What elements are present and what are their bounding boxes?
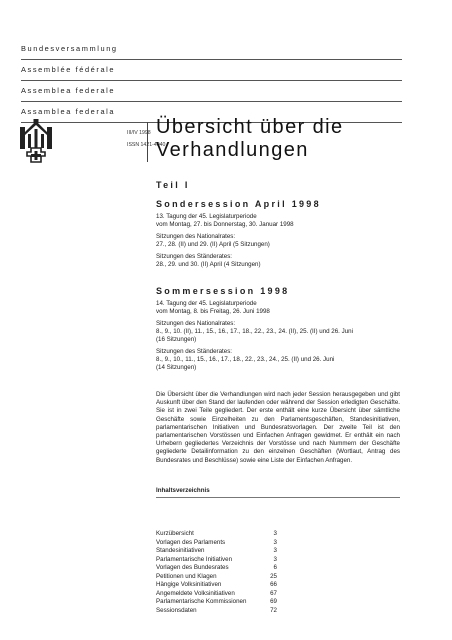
staenderat-label: Sitzungen des Ständerates:	[156, 253, 233, 260]
toc-item-label: Sessionsdaten	[156, 606, 197, 614]
staenderat-dates: 28., 29. und 30. (II) April (4 Sitzungen)	[156, 261, 261, 268]
page-title-line-1: Übersicht über die	[156, 116, 344, 138]
toc-item-page: 3	[273, 547, 277, 554]
issn-number: ISSN 1421-4040	[127, 142, 166, 148]
toc-item-page: 3	[273, 530, 277, 537]
staenderat-count: (14 Sitzungen)	[156, 364, 197, 371]
toc-item-label: Hängige Volksinitiativen	[156, 581, 222, 588]
toc-item-label: Angemeldete Volksinitiativen	[156, 589, 235, 597]
part-heading: Teil I	[156, 180, 190, 190]
session-info-line: 13. Tagung der 45. Legislaturperiode	[156, 213, 257, 220]
nationalrat-label: Sitzungen des Nationalrates:	[156, 233, 236, 240]
toc-item-page: 69	[270, 598, 277, 605]
session-info-line: vom Montag, 27. bis Donnerstag, 30. Januar 1998	[156, 221, 294, 228]
toc-item-page: 67	[270, 589, 277, 597]
session-heading: Sommersession 1998	[156, 286, 290, 296]
session-info-line: vom Montag, 8. bis Freitag, 26. Juni 1998	[156, 308, 270, 315]
nationalrat-dates: 8., 9., 10. (II), 11., 15., 16., 17., 18., 22., 23., 24. (II), 25. (II) und 26. Juni	[156, 328, 353, 335]
federal-assembly-logo	[19, 118, 53, 169]
page-title-line-2: Verhandlungen	[156, 139, 309, 161]
intro-paragraph: Die Übersicht über die Verhandlungen wird nach jeder Session herausgegeben und gibt Auskunft über den Stand der laufenden oder während der Session erledigten Geschäfte. Sie ist in zwei Teile gegliedert. Der erste enthält eine kurze Übersicht über sämtliche Geschäfte sowie Einzelheiten zu den Parlamentsgeschäften, Standesinitiativen, parlamentarischen Initiativen und Bundesratsvorlagen. Der zweite Teil ist den parlamentarischen Vorstössen und Einfachen Anfragen gewidmet. Er enthält ein nach Urhebern gegliedertes Verzeichnis der Vorstösse und nach Nummern der Geschäfte gegliederte Detailinformation zu den einzelnen Geschäften (Wortlaut, Antrag des Bundesrates und Beschlüsse) sowie eine Liste der Einfachen Anfragen.	[156, 391, 400, 464]
toc-item-page: 25	[270, 572, 277, 580]
issue-number: III/IV 1998	[127, 130, 151, 136]
nationalrat-label: Sitzungen des Nationalrates:	[156, 320, 236, 327]
toc-item-page: 3	[273, 555, 277, 563]
nationalrat-count: (16 Sitzungen)	[156, 336, 197, 343]
staenderat-dates: 8., 9., 10., 11., 15., 16., 17., 18., 22., 23., 24., 25. (II) und 26. Juni	[156, 356, 335, 363]
toc-item-page: 72	[270, 606, 277, 614]
header-divider	[21, 59, 402, 60]
toc-item-label: Standesinitiativen	[156, 547, 205, 554]
staenderat-label: Sitzungen des Ständerates:	[156, 348, 233, 355]
toc-item-label: Parlamentarische Kommissionen	[156, 598, 247, 605]
institution-name-rm: Assamblea federala	[21, 107, 116, 116]
toc-title: Inhaltsverzeichnis	[156, 487, 210, 494]
session-info-line: 14. Tagung der 45. Legislaturperiode	[156, 300, 257, 307]
toc-item-label: Vorlagen des Bundesrates	[156, 564, 229, 571]
toc-item-page: 3	[273, 538, 277, 546]
toc-item-label: Petitionen und Klagen	[156, 572, 217, 580]
toc-item-label: Parlamentarische Initiativen	[156, 555, 233, 563]
institution-name-de: Bundesversammlung	[21, 44, 118, 53]
toc-item-page: 66	[270, 581, 277, 588]
header-divider	[21, 101, 402, 102]
toc-divider	[156, 497, 400, 498]
session-heading: Sondersession April 1998	[156, 199, 321, 209]
institution-name-fr: Assemblée fédérale	[21, 65, 116, 74]
institution-name-it: Assemblea federale	[21, 86, 116, 95]
toc-item-page: 6	[273, 564, 277, 571]
header-divider	[21, 80, 402, 81]
nationalrat-dates: 27., 28. (II) und 29. (II) April (5 Sitzungen)	[156, 241, 270, 248]
toc-item-label: Vorlagen des Parlaments	[156, 538, 226, 546]
toc-item-label: Kurzübersicht	[156, 530, 194, 537]
